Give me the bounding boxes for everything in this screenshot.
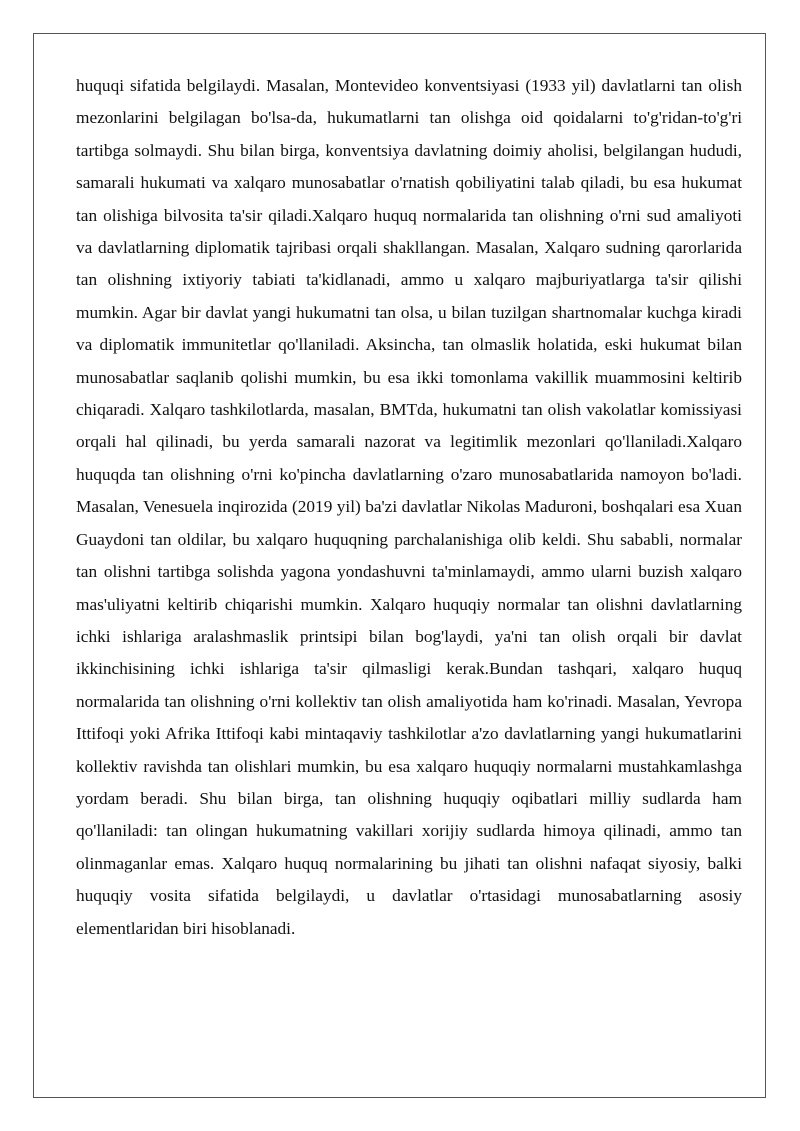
body-paragraph: huquqi sifatida belgilaydi. Masalan, Montevideo konventsiyasi (1933 yil) davlatlarni tan olish mezonlarini belgilagan bo'lsa-da, hukumatlarni tan olishga oid qoidalarni to'g'ridan-to'g'ri tartibga solmaydi. Shu bilan birga, konventsiya davlatning doimiy aholisi, belgilangan hududi, samarali hukumati va xalqaro munosabatlar o'rnatish qobiliyatini talab qiladi, bu esa hukumat tan olishiga bilvosita ta'sir qiladi.Xalqaro huquq normalarida tan olishning o'rni sud amaliyoti va davlatlarning diplomatik tajribasi orqali shakllangan. Masalan, Xalqaro sudning qarorlarida tan olishning ixtiyoriy tabiati ta'kidlanadi, ammo u xalqaro majburiyatlarga ta'sir qilishi mumkin. Agar bir davlat yangi hukumatni tan olsa, u bilan tuzilgan shartnomalar kuchga kiradi va diplomatik immunitetlar qo'llaniladi. Aksincha, tan olmaslik holatida, eski hukumat bilan munosabatlar saqlanib qolishi mumkin, bu esa ikki tomonlama vakillik muammosini keltirib chiqaradi. Xalqaro tashkilotlarda, masalan, BMTda, hukumatni tan olish vakolatlar komissiyasi orqali hal qilinadi, bu yerda samarali nazorat va legitimlik mezonlari qo'llaniladi.Xalqaro huquqda tan olishning o'rni ko'pincha davlatlarning o'zaro munosabatlarida namoyon bo'ladi. Masalan, Venesuela inqirozida (2019 yil) ba'zi davlatlar Nikolas Maduroni, boshqalari esa Xuan Guaydoni tan oldilar, bu xalqaro huquqning parchalanishiga olib keldi. Shu sababli, normalar tan olishni tartibga solishda yagona yondashuvni ta'minlamaydi, ammo ularni buzish xalqaro mas'uliyatni keltirib chiqarishi mumkin. Xalqaro huquqiy normalar tan olishni davlatlarning ichki ishlariga aralashmaslik printsipi bilan bog'laydi, ya'ni tan olish orqali bir davlat ikkinchisining ichki ishlariga ta'sir qilmasligi kerak.Bundan tashqari, xalqaro huquq normalarida tan olishning o'rni kollektiv tan olish amaliyotida ham ko'rinadi. Masalan, Yevropa Ittifoqi yoki Afrika Ittifoqi kabi mintaqaviy tashkilotlar a'zo davlatlarning yangi hukumatlarini kollektiv ravishda tan olishlari mumkin, bu esa xalqaro huquqiy normalarni mustahkamlashga yordam beradi. Shu bilan birga, tan olishning huquqiy oqibatlari milliy sudlarda ham qo'llaniladi: tan olingan hukumatning vakillari xorijiy sudlarda himoya qilinadi, ammo tan olinmaganlar emas. Xalqaro huquq normalarining bu jihati tan olishni nafaqat siyosiy, balki huquqiy vosita sifatida belgilaydi, u davlatlar o'rtasidagi munosabatlarning asosiy elementlaridan biri hisoblanadi. xyxy=(76,76,742,938)
